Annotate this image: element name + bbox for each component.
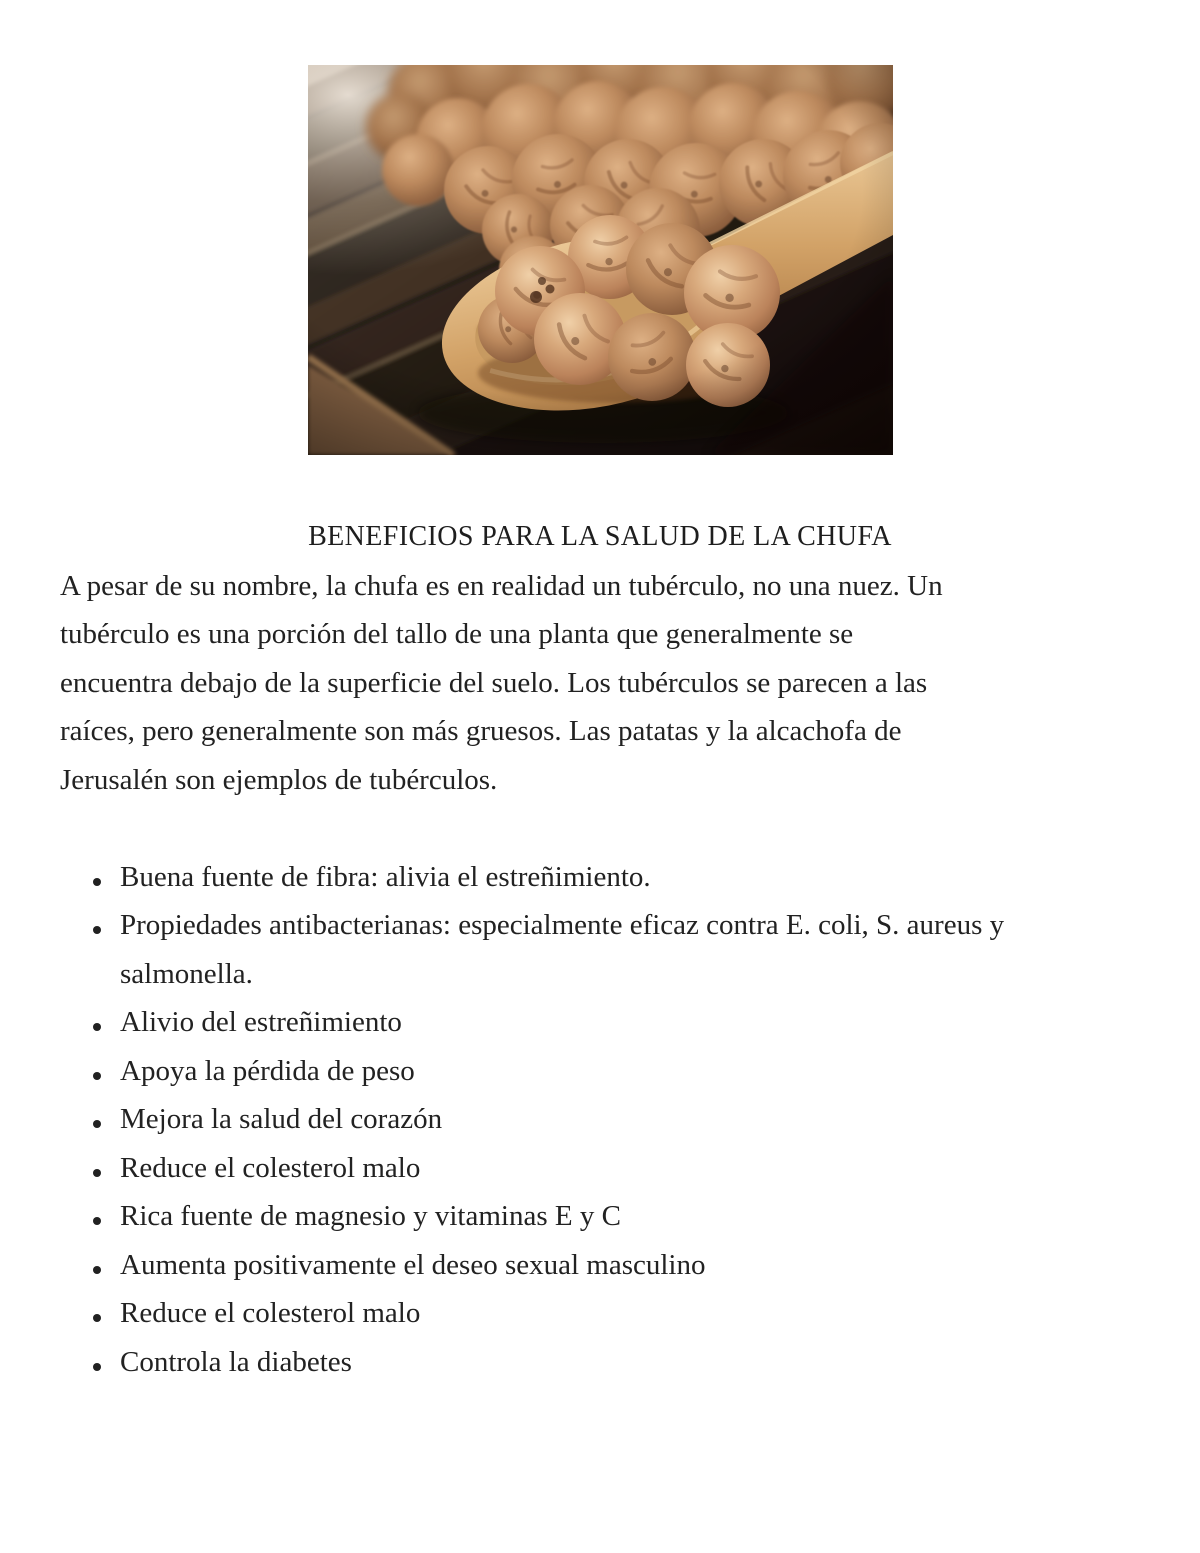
list-item: Buena fuente de fibra: alivia el estreñimiento. xyxy=(60,853,1140,902)
list-item: Mejora la salud del corazón xyxy=(60,1095,1140,1144)
paragraph-line: raíces, pero generalmente son más gruesos. Las patatas y la alcachofa de xyxy=(60,715,902,747)
paragraph-line: encuentra debajo de la superficie del suelo. Los tubérculos se parecen a las xyxy=(60,666,928,699)
list-item: Aumenta positivamente el deseo sexual masculino xyxy=(60,1241,1140,1290)
paragraph-line: Jerusalén son ejemplos de tubérculos. xyxy=(60,763,498,796)
list-item: Propiedades antibacterianas: especialmente eficaz contra E. coli, S. aureus y salmonella. xyxy=(60,901,1140,998)
chufa-photo xyxy=(308,65,893,455)
paragraph-line: tubérculo es una porción del tallo de una planta que generalmente se xyxy=(60,618,854,650)
paragraph-line: A pesar de su nombre, la chufa es en realidad un tubérculo, no una nuez. Un xyxy=(60,569,943,602)
page-title: BENEFICIOS PARA LA SALUD DE LA CHUFA xyxy=(308,521,892,552)
list-item: Apoya la pérdida de peso xyxy=(60,1047,1140,1096)
list-item: Reduce el colesterol malo xyxy=(60,1289,1140,1338)
list-item: Alivio del estreñimiento xyxy=(60,998,1140,1047)
article xyxy=(60,513,1140,1386)
benefits-list xyxy=(60,853,1140,1387)
list-item: Controla la diabetes xyxy=(60,1338,1140,1387)
list-item: Reduce el colesterol malo xyxy=(60,1144,1140,1193)
intro-paragraph xyxy=(60,562,1140,805)
list-item: Rica fuente de magnesio y vitaminas E y C xyxy=(60,1192,1140,1241)
